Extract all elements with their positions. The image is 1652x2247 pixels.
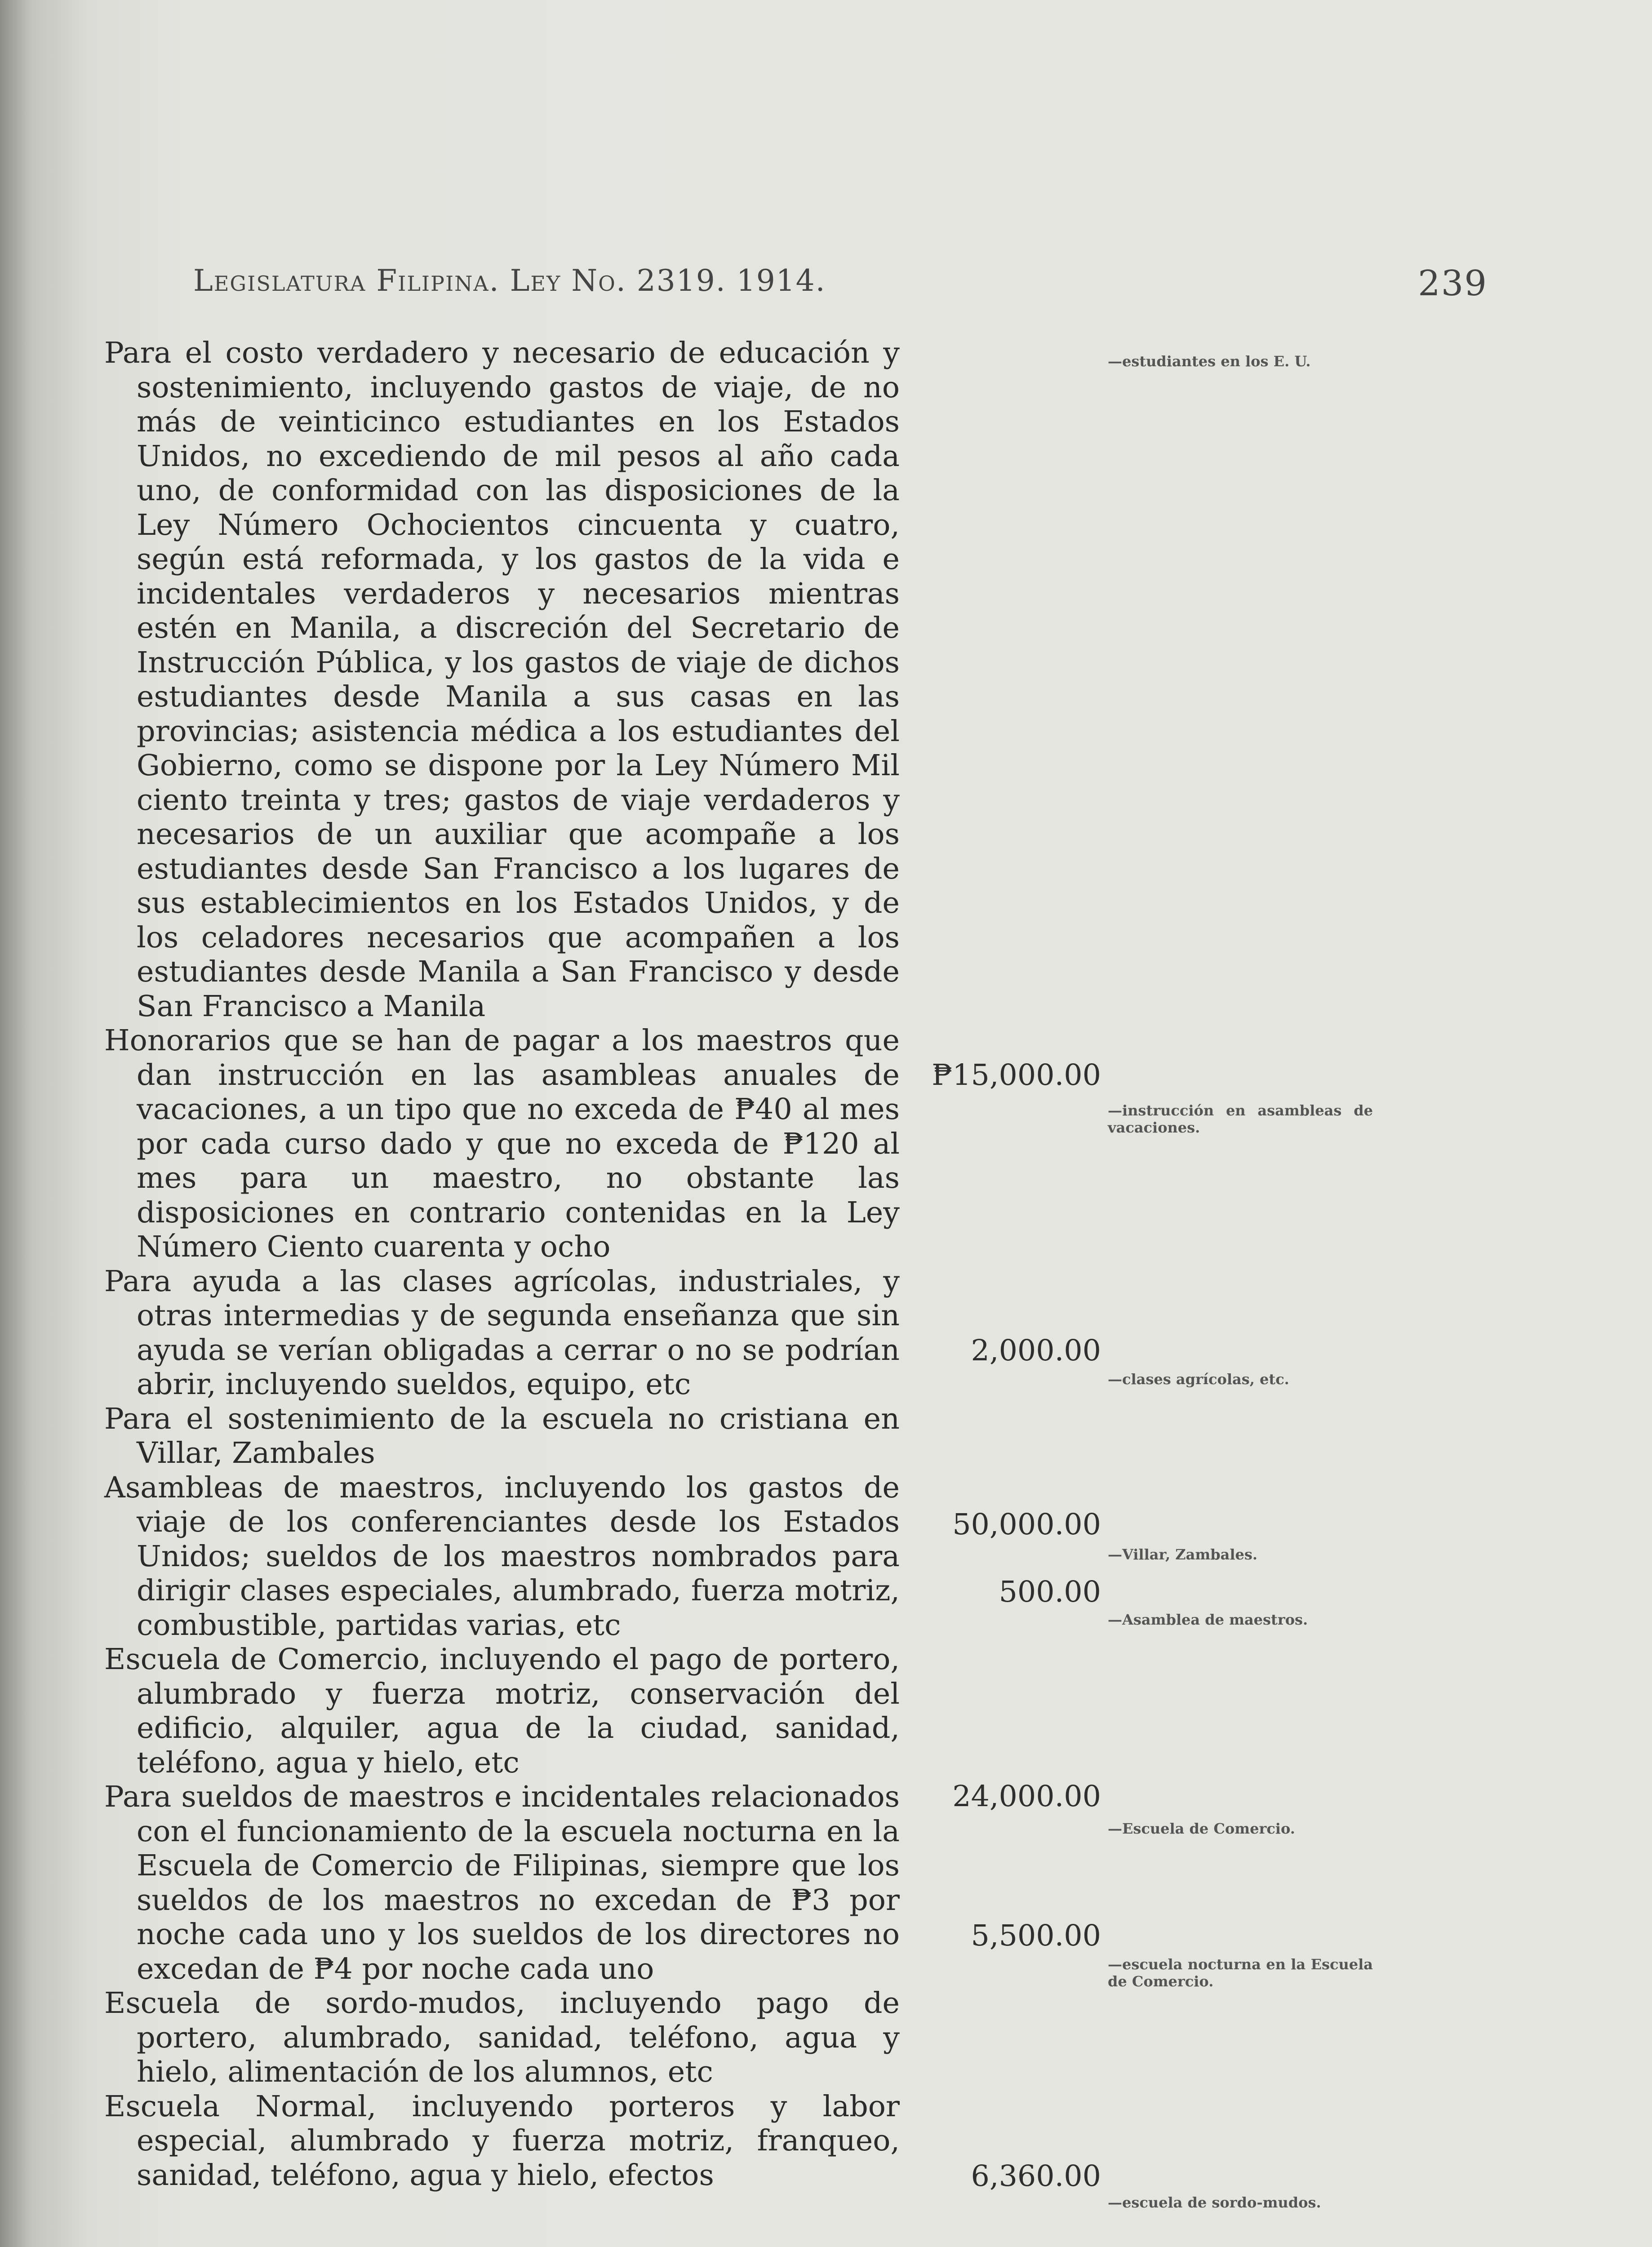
margin-note-students-us: —estudiantes en los E. U. xyxy=(1108,353,1311,370)
amount-agricultural-classes: 50,000.00 xyxy=(952,1508,1101,1541)
entry-teacher-assemblies: Asambleas de maestros, incluyendo los gastos de viaje de los conferenciantes desde los Estados Unidos; sueldos de los maestros nombrados para dirigir clases especiales, alumbrado, fuerza motriz, combustible, partidas varias, etc xyxy=(104,1470,900,1642)
entry-night-school: Para sueldos de maestros e incidentales relacionados con el funcionamiento de la escuela nocturna en la Escuela de Comercio de Filipinas, siempre que los sueldos de los maestros no excedan de ₱3 por noche cada uno y los sueldos de los directores no excedan de ₱4 por noche cada uno xyxy=(104,1780,900,1986)
margin-note-night-school: —escuela nocturna en la Escuela de Comercio. xyxy=(1108,1956,1373,1990)
entry-agricultural-classes: Para ayuda a las clases agrícolas, industriales, y otras intermedias y de segunda enseñanza que sin ayuda se verían obligadas a cerrar o no se podrían abrir, incluyendo sueldos, equipo, etc xyxy=(104,1264,900,1401)
page-number: 239 xyxy=(1418,263,1488,304)
margin-note-villar: —Villar, Zambales. xyxy=(1108,1546,1258,1563)
entry-villar-school: Para el sostenimiento de la escuela no cristiana en Villar, Zambales xyxy=(104,1402,900,1470)
entry-commerce-school: Escuela de Comercio, incluyendo el pago de portero, alumbrado y fuerza motriz, conservación del edificio, alquiler, agua de la ciudad, sanidad, teléfono, agua y hielo, etc xyxy=(104,1643,900,1780)
amount-vacation-assemblies: 2,000.00 xyxy=(971,1334,1101,1368)
entry-deaf-mute-school: Escuela de sordo-mudos, incluyendo pago de portero, alumbrado, sanidad, teléfono, agua y hielo, alimentación de los alumnos, etc xyxy=(104,1986,900,2089)
amount-commerce-school: 5,500.00 xyxy=(971,1919,1101,1953)
running-title: Legislatura Filipina. Ley No. 2319. 1914. xyxy=(193,263,826,298)
entry-normal-school: Escuela Normal, incluyendo porteros y labor especial, alumbrado y fuerza motriz, franqueo, sanidad, teléfono, agua y hielo, efectos xyxy=(104,2089,900,2192)
amount-students-us: ₱15,000.00 xyxy=(932,1058,1101,1092)
amount-night-school: 6,360.00 xyxy=(971,2159,1101,2193)
margin-note-commerce-school: —Escuela de Comercio. xyxy=(1108,1820,1295,1837)
entry-students-us: Para el costo verdadero y necesario de educación y sostenimiento, incluyendo gastos de viaje, de no más de veinticinco estudiantes en los Estados Unidos, no excediendo de mil pesos al año cada uno, de conformidad con las disposiciones de la Ley Número Ochocientos cincuenta y cuatro, según está reformada, y los gastos de la vida e incidentales verdaderos y necesarios mientras estén en Manila, a discreción del Secretario de Instrucción Pública, y los gastos de viaje de dichos estudiantes desde Manila a sus casas en las provincias; asistencia médica a los estudiantes del Gobierno, como se dispone por la Ley Número Mil ciento treinta y tres; gastos de viaje verdaderos y necesarios de un auxiliar que acompañe a los estudiantes desde San Francisco a los lugares de sus establecimientos en los Estados Unidos, y de los celadores necesarios que acompañen a los estudiantes desde Manila a San Francisco y desde San Francisco a Manila xyxy=(104,336,900,1023)
margin-note-deaf-mute-school: —escuela de sordo-mudos. xyxy=(1108,2194,1321,2211)
margin-note-agricultural-classes: —clases agrícolas, etc. xyxy=(1108,1371,1289,1388)
page-header xyxy=(193,263,1488,304)
amount-villar-school: 500.00 xyxy=(999,1575,1101,1609)
appropriation-text xyxy=(104,336,900,2193)
entry-vacation-assemblies: Honorarios que se han de pagar a los maestros que dan instrucción en las asambleas anuales de vacaciones, a un tipo que no exceda de ₱40 al mes por cada curso dado y que no exceda de ₱120 al mes para un maestro, no obstante las disposiciones en contrario contenidas en la Ley Número Ciento cuarenta y ocho xyxy=(104,1024,900,1264)
margin-note-teacher-assemblies: —Asamblea de maestros. xyxy=(1108,1611,1308,1628)
amount-teacher-assemblies: 24,000.00 xyxy=(952,1780,1101,1813)
margin-note-vacation-assemblies: —instrucción en asambleas de vacaciones. xyxy=(1108,1102,1373,1136)
